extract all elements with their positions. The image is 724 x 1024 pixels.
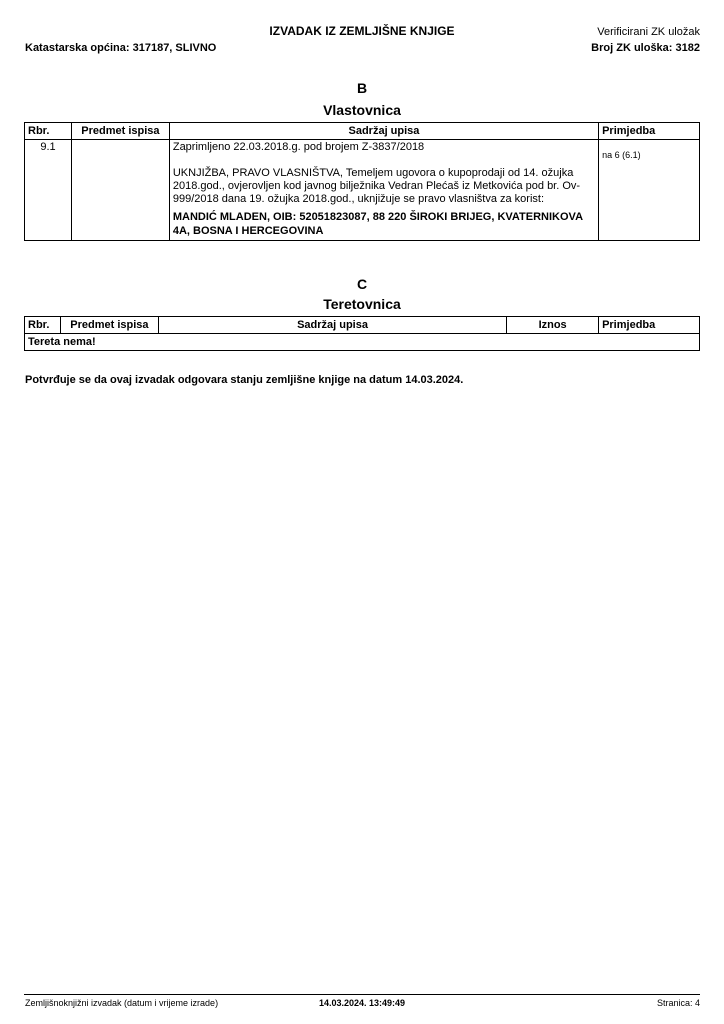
footer-timestamp: 14.03.2024. 13:49:49 [318, 998, 406, 1008]
footer-label: Zemljišnoknjižni izvadak (datum i vrijeme izrade) [25, 998, 219, 1008]
confirmation-text: Potvrđuje se da ovaj izvadak odgovara stanju zemljišne knjige na datum 14.03.2024. [25, 374, 464, 386]
page-number: Stranica: 4 [656, 998, 700, 1008]
ownership-table-header [25, 123, 700, 140]
section-c-letter: C [356, 276, 368, 292]
row-rbr: 9.1 [25, 140, 72, 241]
col-content: Sadržaj upisa [169, 123, 598, 140]
table-row [25, 334, 700, 351]
col-rbr: Rbr. [25, 317, 61, 334]
section-b-title: Vlastovnica [323, 102, 401, 118]
row-content [169, 140, 598, 241]
received-line: Zaprimljeno 22.03.2018.g. pod brojem Z-3837/2018 [172, 141, 425, 153]
col-note: Primjedba [599, 123, 700, 140]
col-amount: Iznos [507, 317, 599, 334]
table-row [25, 140, 700, 241]
document-title: IZVADAK IZ ZEMLJIŠNE KNJIGE [269, 24, 455, 38]
entry-text: UKNJIŽBA, PRAVO VLASNIŠTVA, Temeljem ugovora o kupoprodaji od 14. ožujka 2018.god., ovjerovljen kod javnog bilježnika Vedran Plećaš iz Metkovića pod br. Ov-999/2018 dana 19. ožujka 2018.god., uknjižuje se pravo vlasništva za korist: [172, 167, 581, 205]
section-c-title: Teretovnica [323, 296, 401, 312]
col-note: Primjedba [599, 317, 700, 334]
folio-number: Broj ZK uloška: 3182 [591, 42, 700, 54]
col-subject: Predmet ispisa [71, 123, 169, 140]
col-content: Sadržaj upisa [158, 317, 506, 334]
verified-label: Verificirani ZK uložak [597, 26, 700, 38]
owner-text: MANDIĆ MLADEN, OIB: 52051823087, 88 220 ŠIROKI BRIJEG, KVATERNIKOVA 4A, BOSNA I HERCEGOVINA [172, 211, 583, 237]
encumbrance-table-header [25, 317, 700, 334]
row-subject [71, 140, 169, 241]
cadastral-municipality: Katastarska općina: 317187, SLIVNO [25, 42, 217, 54]
footer-divider [24, 994, 700, 995]
row-note: na 6 (6.1) [599, 140, 700, 241]
encumbrance-table [24, 316, 700, 351]
ownership-table [24, 122, 700, 241]
section-b-letter: B [356, 80, 368, 96]
col-subject: Predmet ispisa [60, 317, 158, 334]
no-encumbrance-text: Tereta nema! [25, 334, 700, 351]
col-rbr: Rbr. [25, 123, 72, 140]
